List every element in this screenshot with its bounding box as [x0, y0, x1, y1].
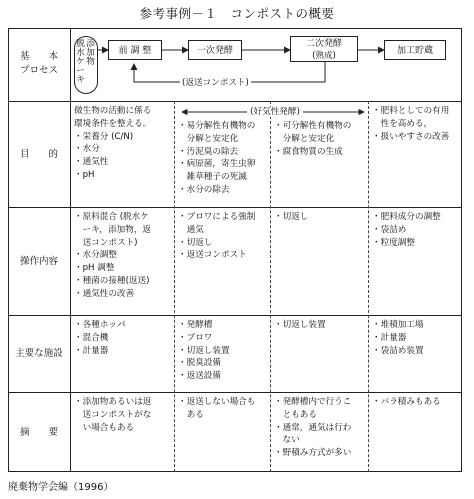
stage-processing-storage: 加工貯蔵	[384, 40, 446, 60]
row-label-operation: 操作内容	[19, 256, 58, 267]
aerobic-fermentation-label: (好気性発酵)	[185, 105, 365, 117]
purpose-col2: ・易分解性有機物の 分解と安定化 ・汚泥臭の除去 ・病原菌，寄生虫卵 雑草種子の死滅 ・水分の除去	[178, 121, 256, 195]
row-label-process: 基 本 プロセス	[19, 51, 58, 76]
stage-secondary-sublabel: (熟成)	[312, 51, 336, 61]
operation-col2: ・ブロワによる強制 通気 ・切返し ・返送コンポスト	[178, 212, 256, 261]
facility-col2: ・発酵槽 ・ブロワ ・切返し装置 ・脱臭設備 ・返送設備	[178, 320, 230, 382]
stage-secondary-label: 二次発酵	[305, 39, 342, 49]
stage-primary-fermentation: 一次発酵	[188, 40, 242, 60]
remarks-col2: ・返送しない場合も ある	[178, 397, 256, 420]
remarks-col3: ・発酵槽内で行うこ ともある ・通常，通気は行わ ない ・野積み方式が多い	[274, 397, 352, 459]
row-label-purpose: 目 的	[19, 149, 58, 160]
input-label-additive: 添 加 物	[86, 39, 95, 67]
source-citation: 廃棄物学会編（1996）	[8, 482, 114, 493]
stage-secondary-fermentation	[290, 36, 358, 62]
page-title: 参考事例－１ コンポストの概要	[139, 6, 335, 21]
row-label-facility: 主要な施設	[15, 348, 63, 359]
facility-col4: ・堆積加工場 ・計量器 ・袋詰め装置	[372, 320, 424, 356]
input-label-dewatered-cake: 脱 水 ケ ー キ	[76, 39, 85, 85]
facility-col3: ・切返し装置	[274, 320, 326, 330]
purpose-col1: 微生物の活動に係る 環境条件を整える。 ・栄養分 (C/N) ・水分 ・通気性 ・pH	[74, 106, 152, 180]
purpose-col4: ・肥料としての有用 性を高める， ・扱いやすさの改善	[372, 106, 450, 142]
facility-col1: ・各種ホッパ ・混合機 ・計量器	[74, 320, 126, 356]
remarks-col4: ・バラ積みもある	[372, 397, 441, 407]
stage-pre-adjustment: 前 調 整	[108, 40, 162, 60]
remarks-col1: ・添加物あるいは返 送コンポストがな い場合もある	[74, 397, 152, 433]
row-label-remarks: 摘 要	[19, 427, 58, 438]
return-compost-label: (返送コンポスト)	[182, 78, 249, 88]
operation-col1: ・原料混合 (脱水ケ ーキ，添加物，返 送コンポスト) ・水分調整 ・pH 調整 ・種菌の接種(返送) ・通気性の改善	[74, 212, 152, 299]
operation-col4: ・肥料成分の調整 ・袋詰め ・粒度調整	[372, 212, 441, 248]
operation-col3: ・切返し	[274, 212, 309, 222]
purpose-col3: ・可分解性有機物の 分解と安定化 ・腐食物質の生成	[274, 121, 352, 157]
